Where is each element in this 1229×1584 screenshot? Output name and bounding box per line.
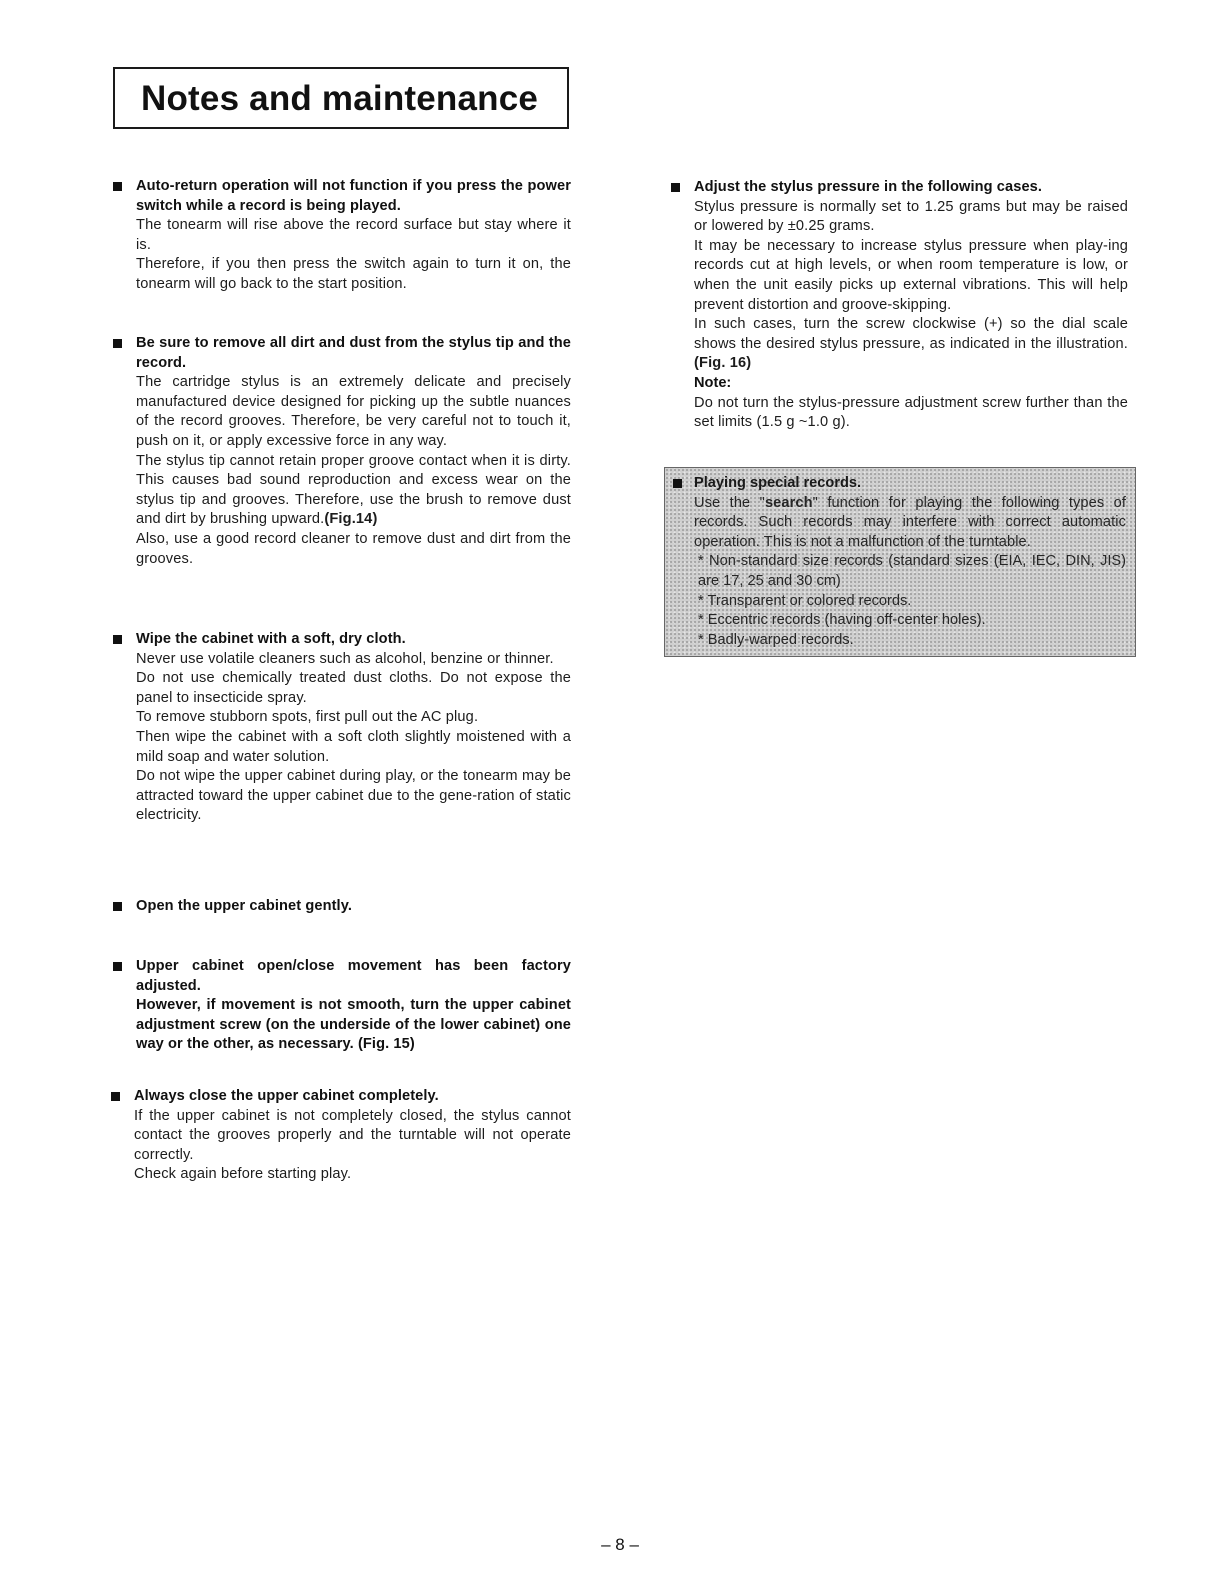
paragraph-text: Use the " xyxy=(694,494,765,511)
section-auto-return xyxy=(136,177,571,295)
square-bullet-icon xyxy=(113,962,122,971)
square-bullet-icon xyxy=(113,182,122,191)
paragraph xyxy=(694,315,1128,374)
section-heading: Be sure to remove all dirt and dust from the stylus tip and the record. xyxy=(136,335,571,371)
page-title: Notes and maintenance xyxy=(141,79,539,118)
paragraph: If the upper cabinet is not completely closed, the stylus cannot contact the grooves properly and the turntable will not operate correctly. xyxy=(134,1107,571,1163)
list-item: * Non-standard size records (standard sizes (EIA, IEC, DIN, JIS) are 17, 25 and 30 cm) xyxy=(698,553,1126,589)
section-stylus-clean xyxy=(136,334,571,569)
paragraph: Do not wipe the upper cabinet during play, or the tonearm may be attracted toward the upper cabinet due to the gene-ration of static electricity. xyxy=(136,768,571,824)
section-heading-continued: However, if movement is not smooth, turn the upper cabinet adjustment screw (on the underside of the lower cabinet) one way or the other, as necessary. (Fig. 15) xyxy=(136,997,571,1053)
section-heading: Wipe the cabinet with a soft, dry cloth. xyxy=(136,631,406,647)
section-upper-cabinet-adjust xyxy=(136,957,571,1055)
list-item: * Eccentric records (having off-center holes). xyxy=(698,612,986,629)
section-heading: Auto-return operation will not function if you press the power switch while a record is being played. xyxy=(136,178,571,214)
paragraph-text: " function for playing the following types of records. Such records may interfere with correct automatic operation. This is not a malfunction of the turntable. xyxy=(694,494,1126,550)
square-bullet-icon xyxy=(111,1092,120,1101)
paragraph-text: In such cases, turn the screw clockwise (+) so the dial scale shows the desired stylus pressure, as indicated in the illustration. xyxy=(694,316,1128,352)
list-item: * Transparent or colored records. xyxy=(698,592,912,609)
list-item: * Badly-warped records. xyxy=(698,631,854,648)
section-stylus-pressure xyxy=(694,178,1128,433)
special-records-box xyxy=(664,467,1136,657)
title-box xyxy=(113,67,569,129)
paragraph: Never use volatile cleaners such as alcohol, benzine or thinner. xyxy=(136,650,554,667)
paragraph: To remove stubborn spots, first pull out the AC plug. xyxy=(136,709,479,726)
paragraph: Do not use chemically treated dust cloths. Do not expose the panel to insecticide spray. xyxy=(136,670,571,706)
paragraph: Therefore, if you then press the switch again to turn it on, the tonearm will go back to the start position. xyxy=(136,256,571,292)
special-records-content xyxy=(694,474,1126,650)
paragraph: The tonearm will rise above the record surface but stay where it is. xyxy=(136,217,571,253)
paragraph: Stylus pressure is normally set to 1.25 grams but may be raised or lowered by ±0.25 grams. xyxy=(694,198,1128,235)
search-function-name: search xyxy=(764,494,813,511)
section-heading: Always close the upper cabinet completely. xyxy=(134,1088,439,1104)
square-bullet-icon xyxy=(673,479,682,488)
paragraph: It may be necessary to increase stylus pressure when play-ing records cut at high levels, or when room temperature is low, or when the unit easily picks up external vibrations. This will help prevent distortion and groove-skipping. xyxy=(694,237,1128,313)
figure-reference: (Fig.14) xyxy=(324,511,378,528)
section-close-completely xyxy=(134,1087,571,1185)
paragraph-text: The stylus tip cannot retain proper groove contact when it is dirty. This causes bad sound reproduction and excess wear on the stylus tip and grooves. Therefore, use the brush to remove dust and dirt by brushing upward. xyxy=(136,452,571,528)
section-heading: Playing special records. xyxy=(694,475,862,491)
paragraph: The cartridge stylus is an extremely delicate and precisely manufactured device designed for picking up the subtle nuances of the record grooves. Therefore, be very careful not to touch it, push on it, or apply excessive force in any way. xyxy=(136,374,571,449)
square-bullet-icon xyxy=(113,635,122,644)
paragraph xyxy=(694,494,1126,553)
section-heading: Open the upper cabinet gently. xyxy=(136,898,352,914)
paragraph: Then wipe the cabinet with a soft cloth slightly moistened with a mild soap and water solution. xyxy=(136,728,571,765)
paragraph: Check again before starting play. xyxy=(134,1166,352,1183)
paragraph: Also, use a good record cleaner to remove dust and dirt from the grooves. xyxy=(136,530,571,567)
square-bullet-icon xyxy=(113,339,122,348)
square-bullet-icon xyxy=(113,902,122,911)
paragraph xyxy=(136,452,571,530)
note-label: Note: xyxy=(694,374,732,391)
special-records-list xyxy=(694,552,1126,650)
page-number: – 8 – xyxy=(601,1535,639,1554)
square-bullet-icon xyxy=(671,183,680,192)
section-heading: Upper cabinet open/close movement has been factory adjusted. xyxy=(136,958,571,994)
figure-reference: (Fig. 16) xyxy=(694,355,752,372)
section-heading: Adjust the stylus pressure in the following cases. xyxy=(694,179,1043,195)
section-wipe-cabinet xyxy=(136,630,571,826)
note-text: Do not turn the stylus-pressure adjustment screw further than the set limits (1.5 g ~1.0 g). xyxy=(694,394,1128,431)
section-open-gently xyxy=(136,897,571,917)
